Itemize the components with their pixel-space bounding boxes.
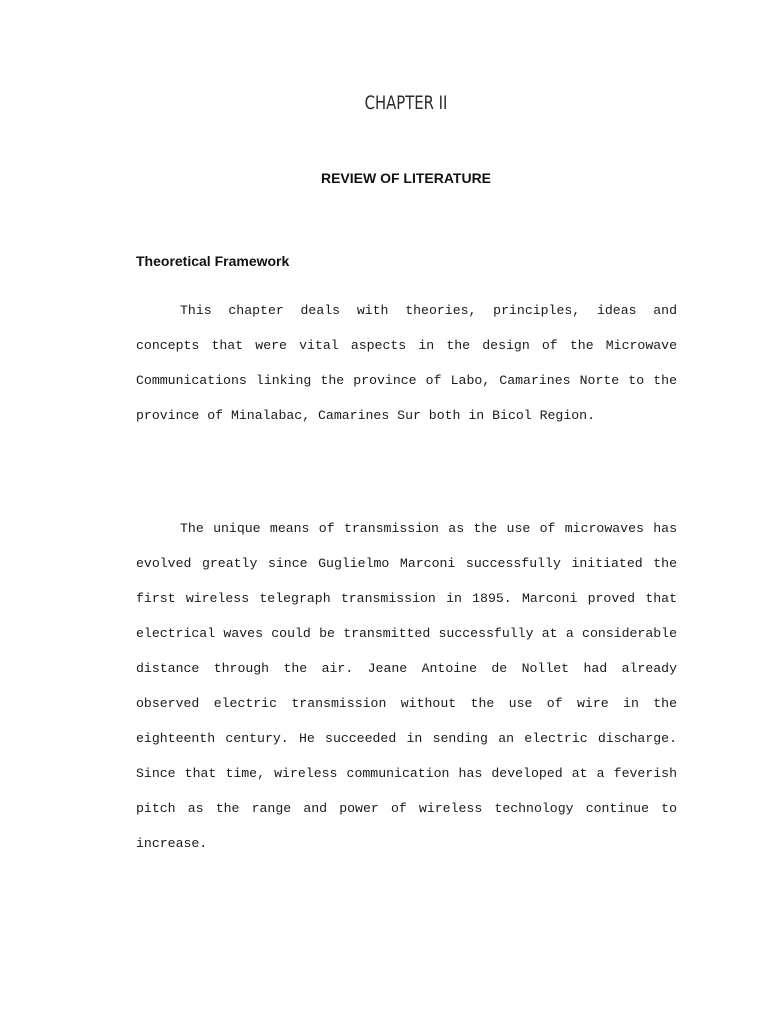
subsection-title: Theoretical Framework	[136, 253, 290, 269]
section-title: REVIEW OF LITERATURE	[320, 170, 492, 186]
paragraph-1: This chapter deals with theories, principles, ideas and concepts that were vital aspects in the design of the Microwave Communications linking the province of Labo, Camarines Norte to the province of Minalabac, Camarines Sur both in Bicol Region.	[136, 303, 677, 423]
chapter-title: CHAPTER II	[364, 92, 448, 114]
paragraph-2: The unique means of transmission as the use of microwaves has evolved greatly since Guglielmo Marconi successfully initiated the first wireless telegraph transmission in 1895. Marconi proved that electrical waves could be transmitted successfully at a considerable distance through the air. Jeane Antoine de Nollet had already observed electric transmission without the use of wire in the eighteenth century. He succeeded in sending an electric discharge. Since that time, wireless communication has developed at a feverish pitch as the range and power of wireless technology continue to increase.	[136, 521, 677, 851]
